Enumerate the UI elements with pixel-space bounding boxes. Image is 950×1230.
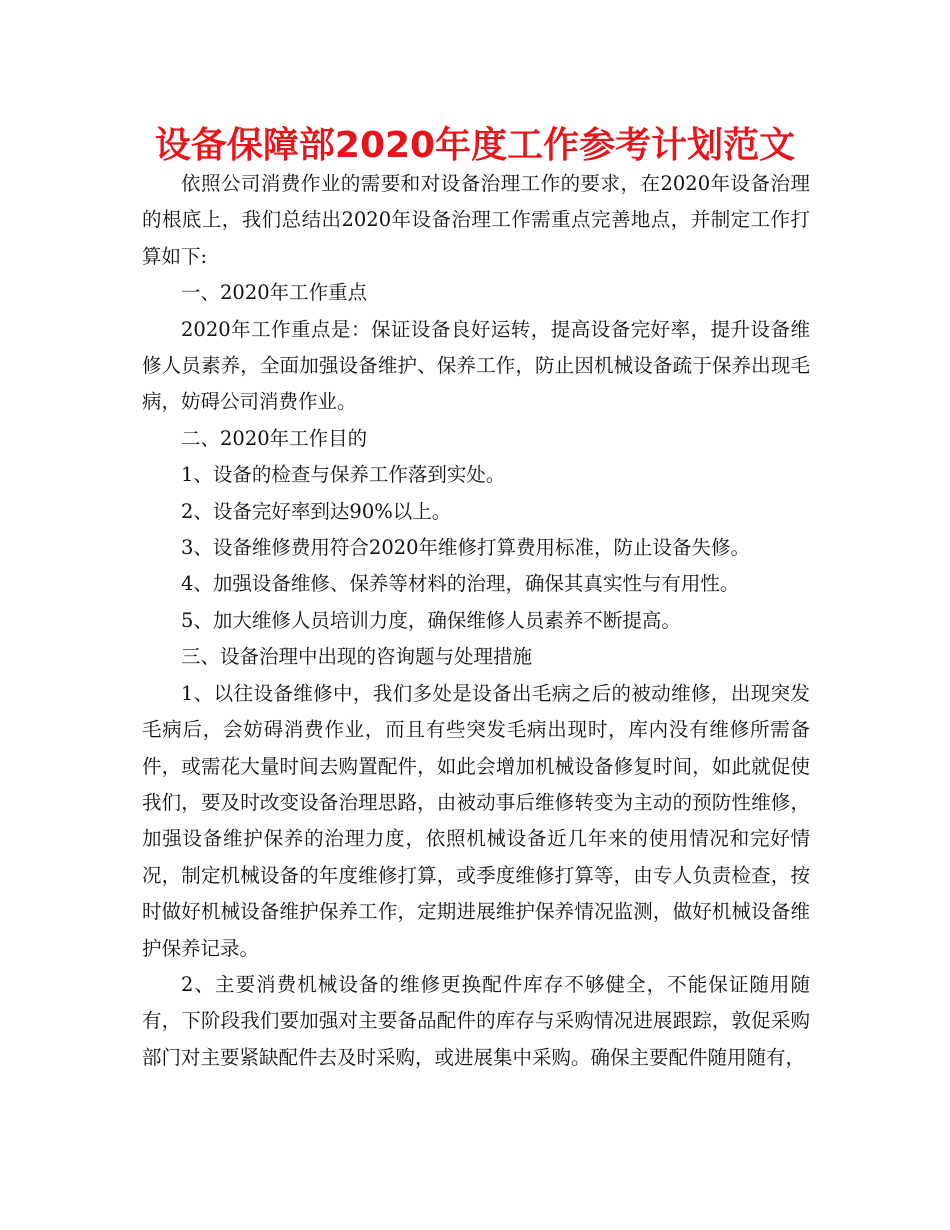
section-1-paragraph: 2020年工作重点是：保证设备良好运转，提高设备完好率，提升设备维修人员素养，全面加强设备维护、保养工作，防止因机械设备疏于保养出现毛病，妨碍公司消费作业。 (142, 317, 810, 414)
measure-paragraph-2: 2、主要消费机械设备的维修更换配件库存不够健全，不能保证随用随有，下阶段我们要加强对主要备品配件的库存与采购情况进展跟踪，敦促采购部门对主要紧缺配件去及时采购，或进展集中采购。确保主要配件随用随有， (142, 972, 810, 1069)
goal-item-2: 2、设备完好率到达90%以上。 (181, 499, 452, 523)
section-heading-2: 二、2020年工作目的 (181, 426, 368, 450)
document-title: 设备保障部2020年度工作参考计划范文 (154, 125, 796, 166)
goal-item-3: 3、设备维修费用符合2020年维修打算费用标准，防止设备失修。 (181, 536, 751, 560)
document-body (142, 166, 810, 1076)
goal-item-1: 1、设备的检查与保养工作落到实处。 (181, 463, 506, 487)
goal-item-5: 5、加大维修人员培训力度，确保维修人员素养不断提高。 (181, 608, 681, 632)
intro-paragraph: 依照公司消费作业的需要和对设备治理工作的要求，在2020年设备治理的根底上，我们总结出2020年设备治理工作需重点完善地点，并制定工作打算如下: (142, 172, 810, 268)
section-heading-3: 三、设备治理中出现的咨询题与处理措施 (181, 645, 533, 669)
goal-item-4: 4、加强设备维修、保养等材料的治理，确保其真实性与有用性。 (181, 572, 740, 596)
measure-paragraph-1: 1、以往设备维修中，我们多处是设备出毛病之后的被动维修，出现突发毛病后，会妨碍消费作业，而且有些突发毛病出现时，库内没有维修所需备件，或需花大量时间去购置配件，如此会增加机械设备修复时间，如此就促使我们，要及时改变设备治理思路，由被动事后维修转变为主动的预防性维修，加强设备维护保养的治理力度，依照机械设备近几年来的使用情况和完好情况，制定机械设备的年度维修打算，或季度维修打算等，由专人负责检查，按时做好机械设备维护保养工作，定期进展维护保养情况监测，做好机械设备维护保养记录。 (142, 681, 810, 960)
section-heading-1: 一、2020年工作重点 (181, 281, 368, 305)
